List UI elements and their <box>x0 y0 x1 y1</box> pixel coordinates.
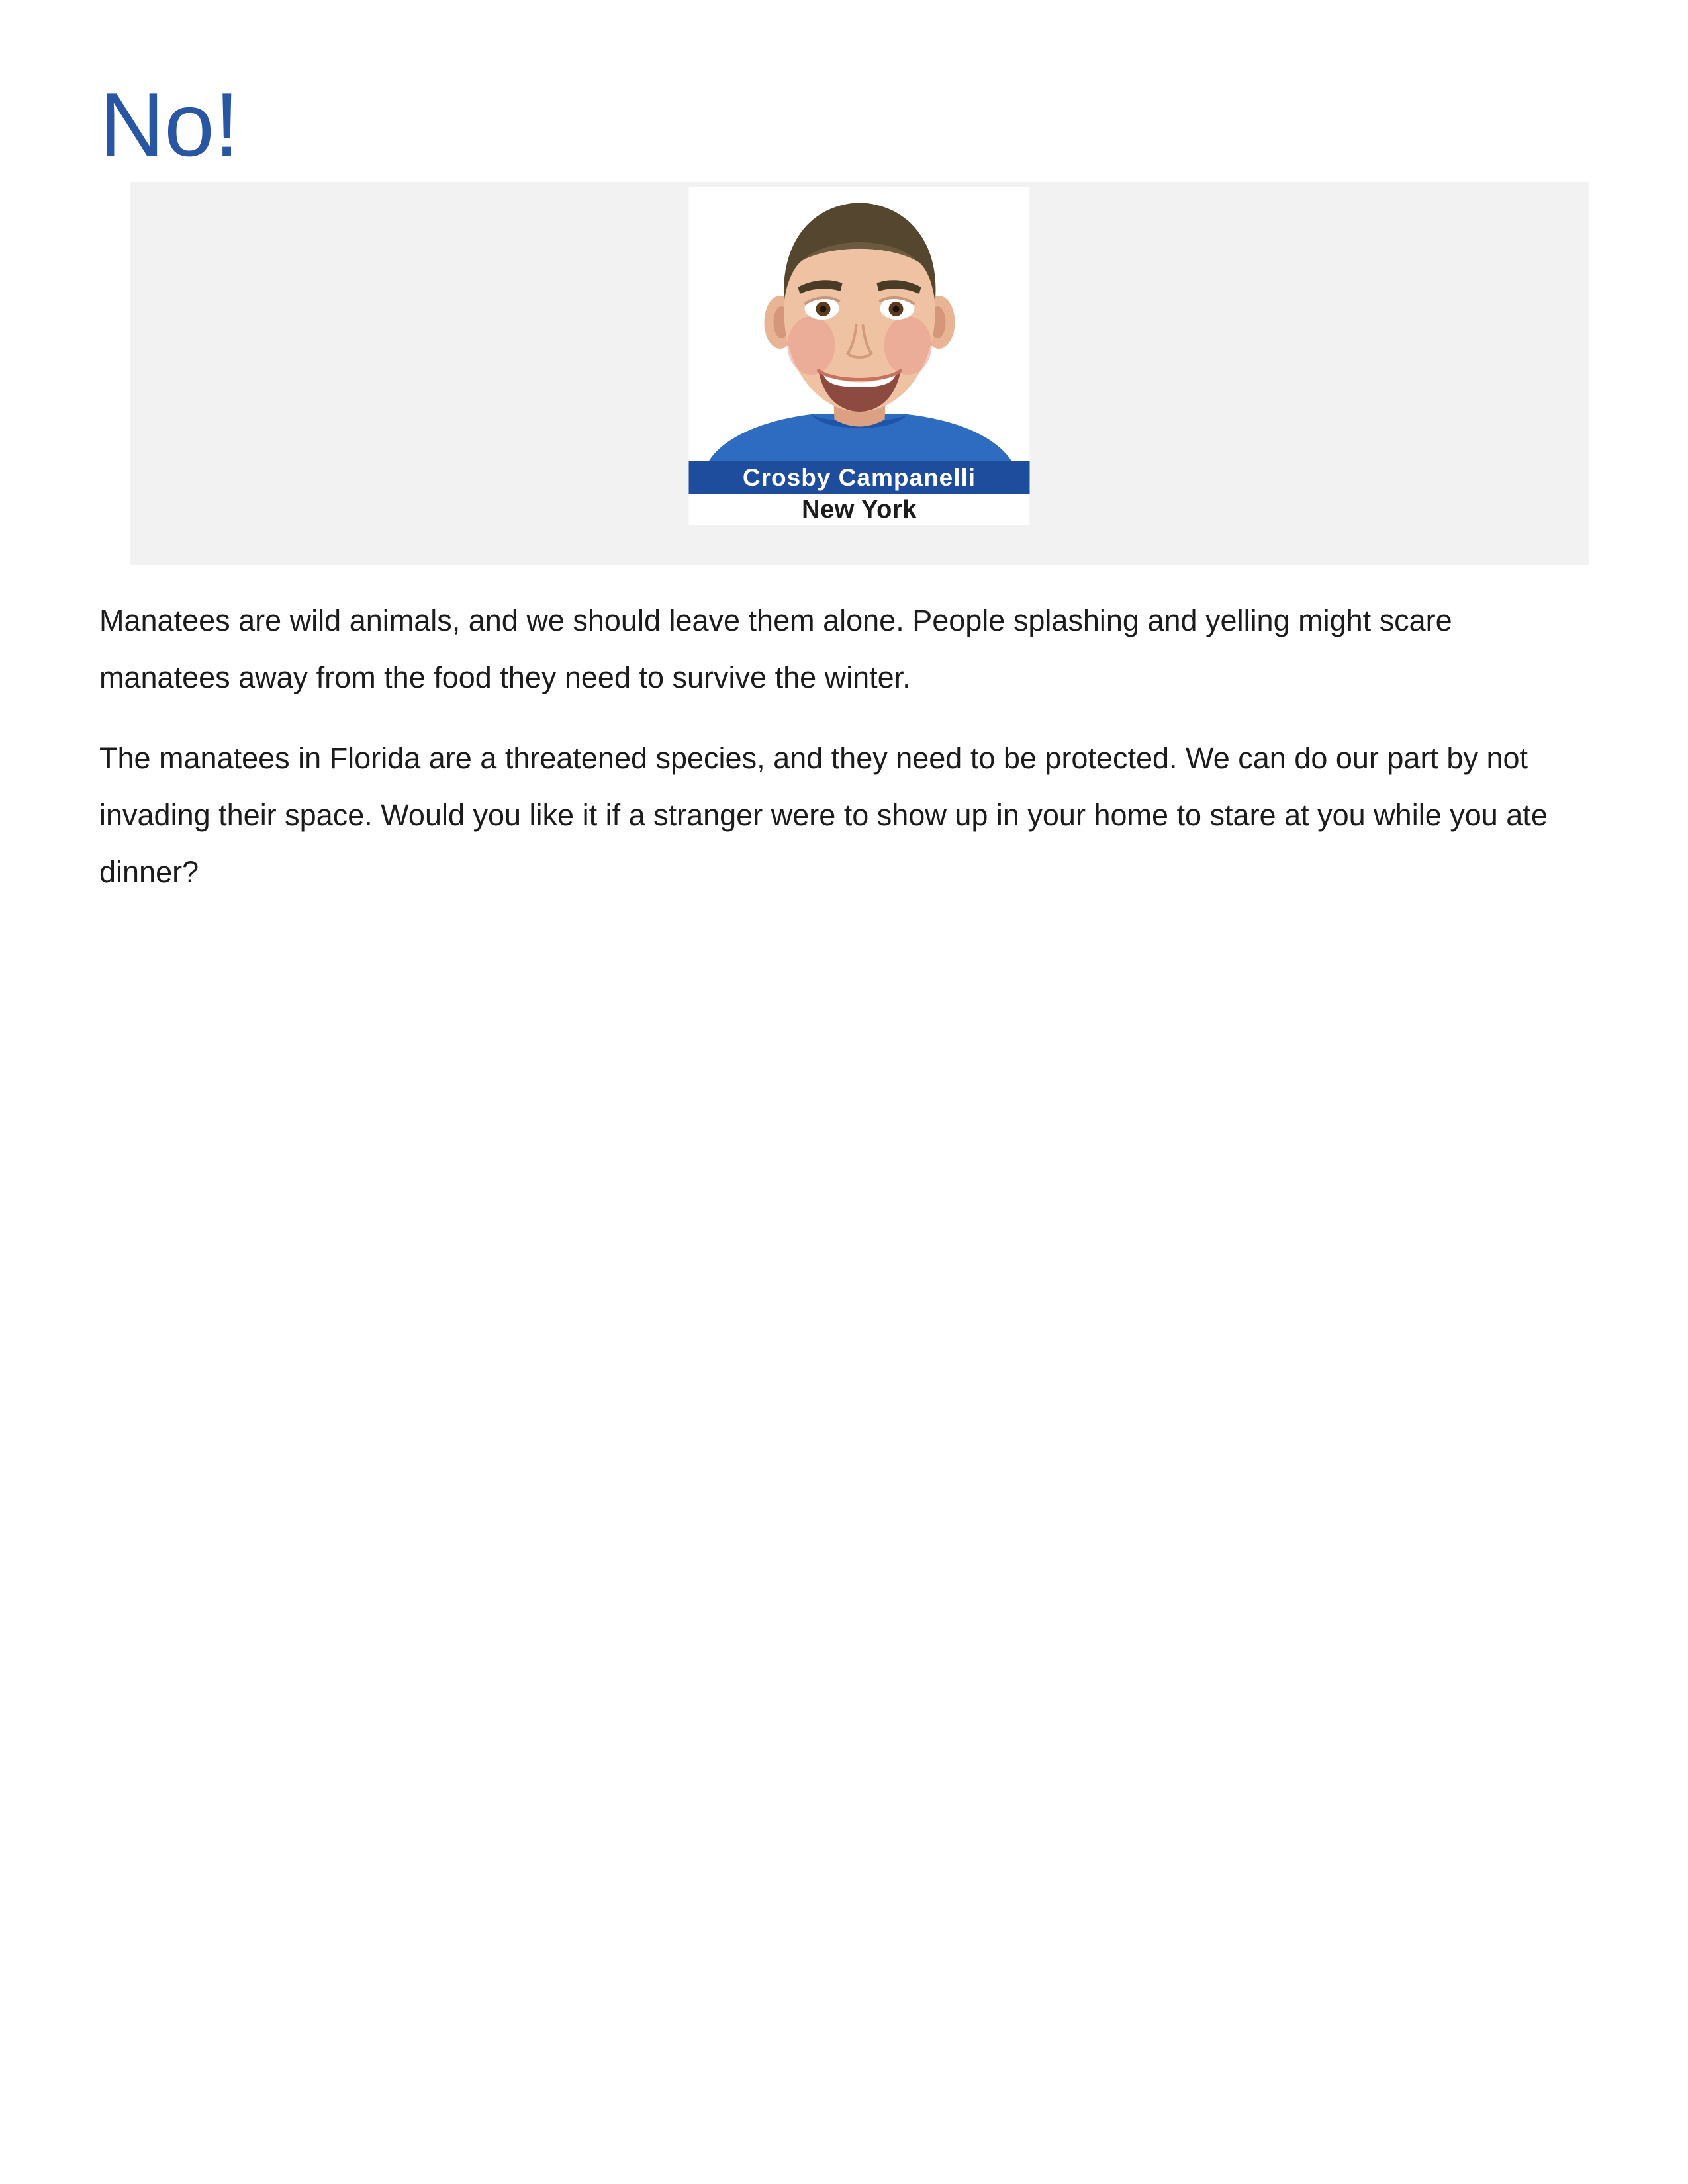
author-location-line <box>689 494 1030 525</box>
author-name: Crosby Campanelli <box>742 464 976 491</box>
author-name-plate <box>689 461 1030 494</box>
author-photo-card <box>689 187 1030 525</box>
paragraph-1: Manatees are wild animals, and we should leave them alone. People splashing and yelling might scare manatees away from the food they need to survive the winter. <box>99 604 1452 694</box>
paragraph-2: The manatees in Florida are a threatened species, and they need to be protected. We can do our part by not invading their space. Would you like it if a stranger were to show up in your home to stare at you while you ate dinner? <box>99 741 1548 889</box>
boy-photo-illustration <box>689 187 1030 461</box>
document-page <box>99 0 1589 901</box>
article-body <box>99 592 1589 901</box>
page-heading: No! <box>99 74 240 175</box>
author-portrait <box>689 187 1030 461</box>
author-location: New York <box>802 495 917 523</box>
author-photo-banner <box>130 182 1589 565</box>
